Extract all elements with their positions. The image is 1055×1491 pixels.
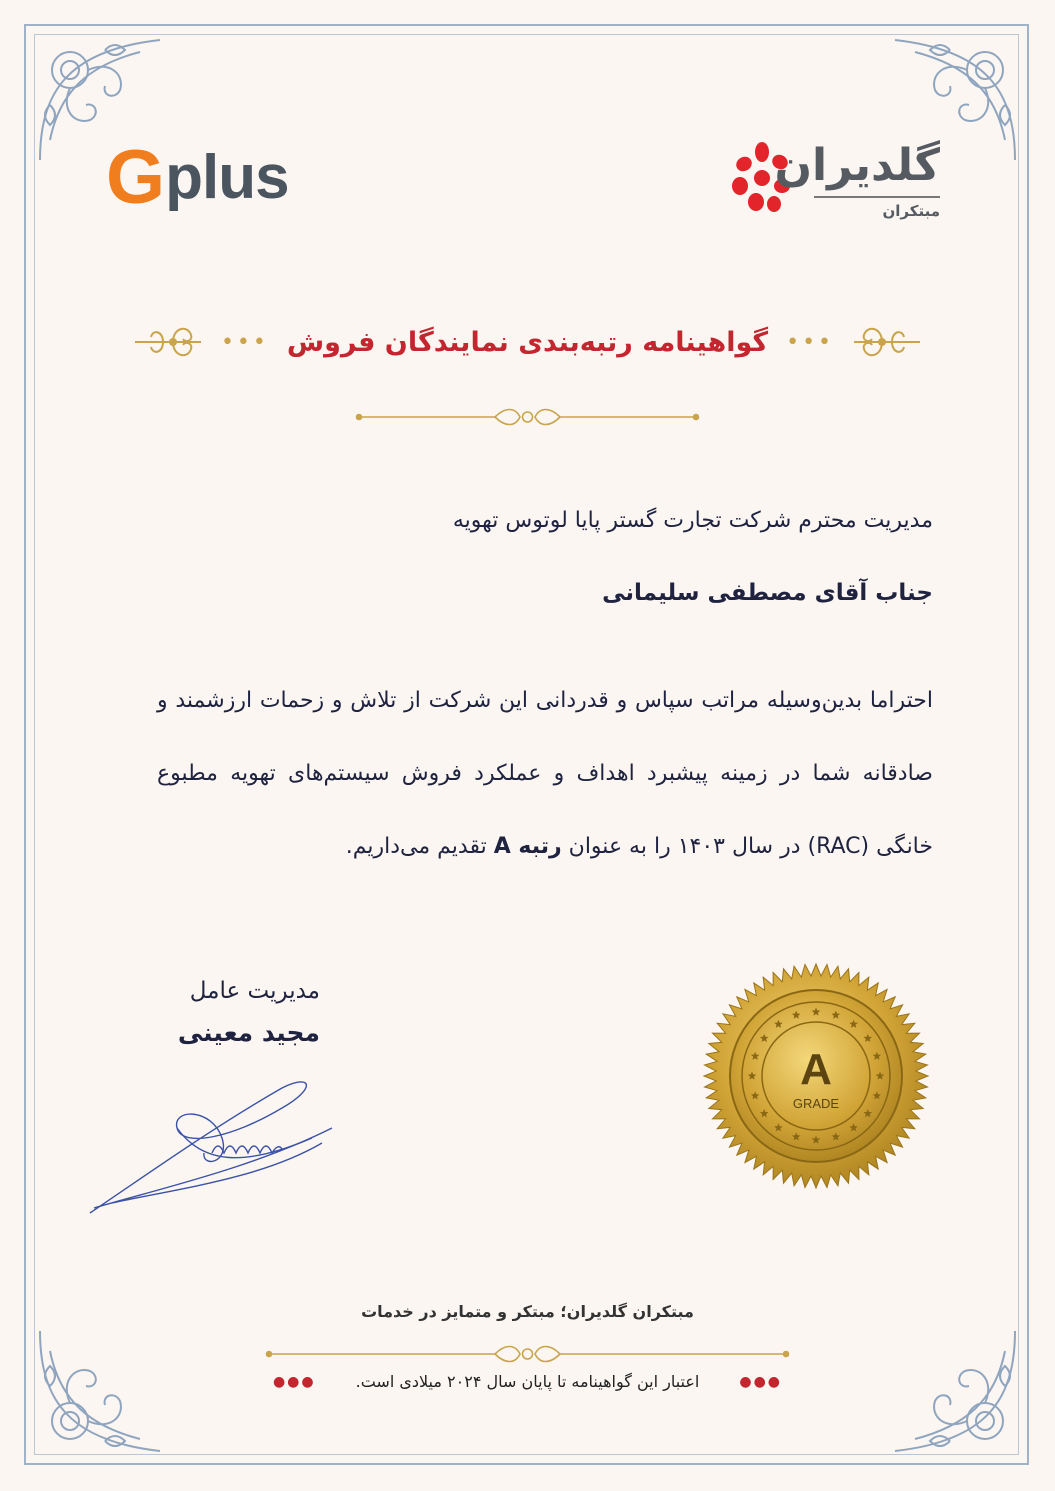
seal-label: GRADE [792,1096,840,1111]
seal-letter: A [800,1045,832,1094]
certificate-title-row [0,312,1055,372]
goldiran-brand-text: گلدیران [774,140,940,191]
goldiran-logo [730,140,940,230]
corner-ornament-bottom-left [30,1321,170,1461]
goldiran-tagline: مبتکران [882,202,940,220]
gplus-logo-text: plus [165,143,289,212]
goldiran-logo-rule [814,196,940,198]
body-text-start: احتراما بدین‌وسیله مراتب سپاس و قدردانی این شرکت از تلاش و زحمات ارزشمند و صادقانه شما در زمینه پیشبرد اهداف و عملکرد فروش سیستم‌های تهویه مطبوع خانگی (RAC) در سال ۱۴۰۳ را به عنوان [157,688,933,859]
body-text-end: تقدیم می‌داریم. [345,834,494,859]
footer-validity-row [0,1372,1055,1391]
grade-a-gold-seal [700,960,932,1192]
grade-highlight: رتبه A [493,834,562,859]
footer-dots-left: ●●● [272,1373,316,1390]
gplus-logo-g: G [106,135,164,220]
ornamental-divider-bottom [265,1342,790,1366]
title-ornament-left-icon [133,317,203,367]
title-ornament-right-icon [852,317,922,367]
ornamental-divider-top [355,405,700,429]
footer-slogan: مبتکران گلدیران؛ مبتکر و متمایز در خدمات [361,1302,694,1321]
footer-validity: اعتبار این گواهینامه تا پایان سال ۲۰۲۴ میلادی است. [355,1372,700,1391]
certificate-title: گواهینامه رتبه‌بندی نمایندگان فروش [286,326,769,358]
gplus-logo [106,135,289,220]
certificate-body [157,664,933,883]
corner-ornament-bottom-right [885,1321,1025,1461]
signatory-name: مجید معینی [177,1018,320,1047]
signatory-role: مدیریت عامل [189,978,320,1004]
recipient-name: جناب آقای مصطفی سلیمانی [602,580,933,606]
handwritten-signature [82,1068,352,1228]
addressee-line: مدیریت محترم شرکت تجارت گستر پایا لوتوس تهویه [452,508,933,533]
title-dots-right: ••• [786,329,835,355]
footer-dots-right: ●●● [739,1373,783,1390]
signatory-block [160,978,480,1047]
title-dots-left: ••• [220,329,269,355]
